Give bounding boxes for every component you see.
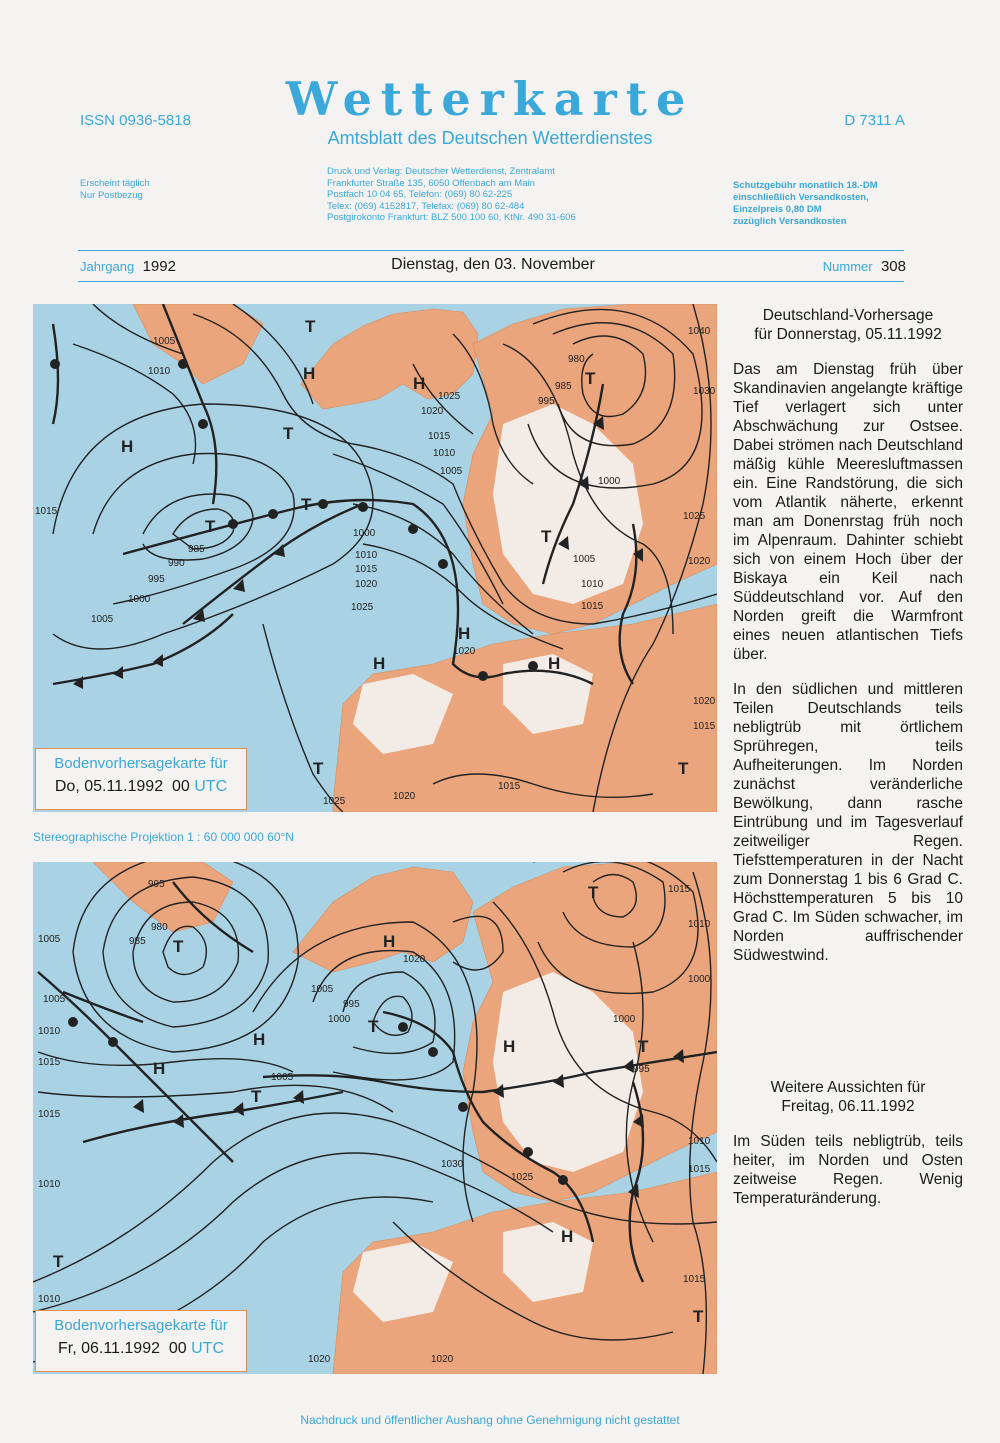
isobar-value: 1015 xyxy=(428,431,451,442)
high-label: H xyxy=(503,1037,516,1056)
isobar-value: 995 xyxy=(633,1064,650,1075)
forecast-paragraph: Das am Dienstag früh über Skandinavien angelangte kräftige Tief verlagert sich unter Abschwächung zur Ostsee. Dabei strömen nach Deutschland mäßig kühle Meeresluftmassen ein. Eine Randstörung, die sich vom Atlantik näherte, erkennt man am Donenrstag früh noch im Alpenraum. Dahinter schiebt sich von einem Hoch über der Biskaya ein Keil nach Süddeutschland vor. Auf den Norden greift die Warmfront eines neuen atlantischen Tiefs über. xyxy=(733,361,963,663)
edition-line: Nur Postbezug xyxy=(80,190,143,201)
isobar-value: 1020 xyxy=(308,1354,331,1365)
isobar-value: 995 xyxy=(148,879,165,890)
weather-map-thursday xyxy=(33,304,717,812)
low-label: T xyxy=(301,495,312,514)
isobar-value: 1010 xyxy=(688,919,711,930)
edition-info xyxy=(80,178,150,202)
outlook-heading-line: Freitag, 06.11.1992 xyxy=(781,1098,915,1115)
isobar-value: 985 xyxy=(188,544,205,555)
low-label: T xyxy=(53,1252,64,1271)
isobar-value: 1010 xyxy=(38,1179,61,1190)
map-caption-date xyxy=(36,778,246,796)
map-caption-time: 00 xyxy=(168,1340,187,1357)
map-caption-utc: UTC xyxy=(191,1340,225,1357)
map-graphic xyxy=(33,862,717,1374)
publisher-info xyxy=(327,166,576,224)
isobar-value: 1020 xyxy=(393,791,416,802)
weather-map-friday xyxy=(33,862,717,1374)
low-label: T xyxy=(588,883,599,902)
low-label: T xyxy=(313,759,324,778)
isobar-value: 1015 xyxy=(38,1109,61,1120)
map-caption xyxy=(35,1310,247,1372)
isobar-value: 1000 xyxy=(128,594,151,605)
isobar-value: 1000 xyxy=(598,476,621,487)
isobar-value: 1010 xyxy=(148,366,171,377)
map-caption-date xyxy=(36,1340,246,1358)
isobar-value: 1025 xyxy=(511,1172,534,1183)
isobar-value: 1010 xyxy=(38,1026,61,1037)
isobar-value: 980 xyxy=(151,922,168,933)
isobar-value: 1025 xyxy=(351,602,374,613)
publisher-line: Postfach 10 04 65, Telefon: (069) 80 62-225 xyxy=(327,189,513,200)
divider-top xyxy=(78,250,904,251)
isobar-value: 1010 xyxy=(38,1294,61,1305)
isobar-value: 1010 xyxy=(581,579,604,590)
masthead xyxy=(250,72,730,149)
high-label: H xyxy=(413,374,426,393)
publisher-line: Frankfurter Straße 135, 6050 Offenbach am Main xyxy=(327,177,535,189)
low-label: T xyxy=(283,424,294,443)
isobar-value: 1000 xyxy=(613,1014,636,1025)
low-label: T xyxy=(251,1087,262,1106)
isobar-value: 1030 xyxy=(693,386,716,397)
high-label: H xyxy=(561,1227,574,1246)
isobar-value: 1005 xyxy=(91,614,114,625)
isobar-value: 1015 xyxy=(688,1164,711,1175)
pricing-line: Schutzgebühr monatlich 18.-DM xyxy=(733,180,878,191)
high-label: H xyxy=(121,437,134,456)
isobar-value: 1020 xyxy=(431,1354,454,1365)
map-caption-time: 00 xyxy=(171,778,190,795)
outlook-heading-line: Weitere Aussichten für xyxy=(770,1079,926,1096)
jahrgang-value: 1992 xyxy=(142,258,176,275)
isobar-value: 1005 xyxy=(311,984,334,995)
map-caption-utc: UTC xyxy=(194,778,228,795)
map-caption-title: Bodenvorhersagekarte für xyxy=(54,1317,228,1334)
forecast-heading xyxy=(733,306,963,344)
outlook-column xyxy=(733,1078,963,1208)
isobar-value: 1015 xyxy=(355,564,378,575)
forecast-paragraph: In den südlichen und mittleren Teilen Deutschlands teils nebligtrüb mit örtlichem Sprühregen, teils Aufheiterungen. Im Norden zunächst veränderliche Bewölkung, dann rasche Eintrübung und im Tagesverlauf zeitweiliger Regen. Tiefsttemperaturen in der Nacht zum Donnerstag 1 bis 6 Grad C. Höchsttemperaturen 5 bis 10 Grad C. Im Süden schwacher, im Norden auffrischender Südwestwind. xyxy=(733,681,963,964)
high-label: H xyxy=(383,932,396,951)
jahrgang-label: Jahrgang xyxy=(80,259,135,274)
map-caption-title: Bodenvorhersagekarte für xyxy=(54,755,228,772)
isobar-value: 1015 xyxy=(693,721,716,732)
isobar-value: 1020 xyxy=(355,579,378,590)
masthead-subtitle: Amtsblatt des Deutschen Wetterdienstes xyxy=(327,128,653,148)
outlook-paragraph: Im Süden teils nebligtrüb, teils heiter, im Norden und Osten zeitweise Regen. Wenig Temperaturänderung. xyxy=(733,1133,963,1207)
isobar-value: 1015 xyxy=(498,781,521,792)
low-label: T xyxy=(305,317,316,336)
low-label: T xyxy=(541,527,552,546)
map-graphic xyxy=(33,304,717,812)
isobar-value: 1010 xyxy=(688,1136,711,1147)
issue-date: Dienstag, den 03. November xyxy=(391,256,595,273)
isobar-value: 1025 xyxy=(323,796,346,807)
low-label: T xyxy=(585,369,596,388)
issue-number xyxy=(823,258,906,275)
isobar-value: 1005 xyxy=(43,994,66,1005)
pricing-line: einschließlich Versandkosten, xyxy=(733,192,869,203)
isobar-value: 990 xyxy=(168,558,185,569)
publisher-line: Telex: (069) 4152817, Telefax: (069) 80 62-484 xyxy=(327,200,525,212)
footer-notice: Nachdruck und öffentlicher Aushang ohne Genehmigung nicht gestattet xyxy=(300,1413,680,1427)
high-label: H xyxy=(458,624,471,643)
isobar-value: 995 xyxy=(538,396,555,407)
forecast-heading-line: Deutschland-Vorhersage xyxy=(762,307,934,324)
isobar-value: 1040 xyxy=(688,326,711,337)
high-label: H xyxy=(253,1030,266,1049)
projection-info: Stereographische Projektion 1 : 60 000 000 60°N xyxy=(33,830,294,844)
isobar-value: 1005 xyxy=(440,466,463,477)
publisher-line: Druck und Verlag: Deutscher Wetterdienst, Zentralamt xyxy=(327,166,555,177)
pricing-info xyxy=(733,180,878,228)
publisher-line: Postgirokonto Frankfurt: BLZ 500 100 60, KtNr. 490 31-606 xyxy=(327,212,576,223)
low-label: T xyxy=(638,1037,649,1056)
isobar-value: 1000 xyxy=(328,1014,351,1025)
map-caption xyxy=(35,748,247,810)
isobar-value: 1015 xyxy=(38,1057,61,1068)
isobar-value: 1005 xyxy=(271,1072,294,1083)
masthead-title: Wetterkarte xyxy=(285,72,695,126)
isobar-value: 980 xyxy=(568,354,585,365)
isobar-value: 1005 xyxy=(573,554,596,565)
low-label: T xyxy=(678,759,689,778)
outlook-heading xyxy=(733,1078,963,1116)
isobar-value: 1015 xyxy=(683,1274,706,1285)
isobar-value: 1010 xyxy=(433,448,456,459)
isobar-value: 1020 xyxy=(403,954,426,965)
isobar-value: 1020 xyxy=(693,696,716,707)
nummer-label: Nummer xyxy=(822,259,873,274)
isobar-value: 1020 xyxy=(421,406,444,417)
issue-row xyxy=(80,256,906,278)
isobar-value: 985 xyxy=(129,936,146,947)
isobar-value: 1015 xyxy=(668,884,691,895)
high-label: H xyxy=(548,654,561,673)
postal-code: D 7311 A xyxy=(844,112,905,129)
isobar-value: 1025 xyxy=(438,391,461,402)
isobar-value: 1025 xyxy=(683,511,706,522)
isobar-value: 995 xyxy=(148,574,165,585)
pricing-line: Einzelpreis 0,80 DM xyxy=(733,204,822,215)
isobar-value: 1005 xyxy=(153,336,176,347)
pricing-line: zuzüglich Versandkosten xyxy=(733,216,847,227)
low-label: T xyxy=(368,1017,379,1036)
isobar-value: 1020 xyxy=(688,556,711,567)
low-label: T xyxy=(693,1307,704,1326)
forecast-heading-line: für Donnerstag, 05.11.1992 xyxy=(754,326,942,343)
isobar-value: 1020 xyxy=(453,646,476,657)
isobar-value: 1000 xyxy=(688,974,711,985)
nummer-value: 308 xyxy=(880,258,906,275)
isobar-value: 1030 xyxy=(441,1159,464,1170)
forecast-column xyxy=(733,306,963,965)
low-label: T xyxy=(205,517,216,536)
isobar-value: 1010 xyxy=(355,550,378,561)
issn: ISSN 0936-5818 xyxy=(80,112,191,129)
low-label: T xyxy=(173,937,184,956)
isobar-value: 995 xyxy=(343,999,360,1010)
isobar-value: 1015 xyxy=(35,506,58,517)
divider-bottom xyxy=(78,281,904,282)
map-caption-datetext: Fr, 06.11.1992 xyxy=(57,1340,160,1357)
high-label: H xyxy=(153,1059,166,1078)
high-label: H xyxy=(303,364,316,383)
isobar-value: 1005 xyxy=(38,934,61,945)
isobar-value: 1015 xyxy=(581,601,604,612)
high-label: H xyxy=(373,654,386,673)
edition-line: Erscheint täglich xyxy=(80,178,150,189)
map-caption-datetext: Do, 05.11.1992 xyxy=(54,778,164,795)
isobar-value: 1000 xyxy=(353,528,376,539)
isobar-value: 985 xyxy=(555,381,572,392)
